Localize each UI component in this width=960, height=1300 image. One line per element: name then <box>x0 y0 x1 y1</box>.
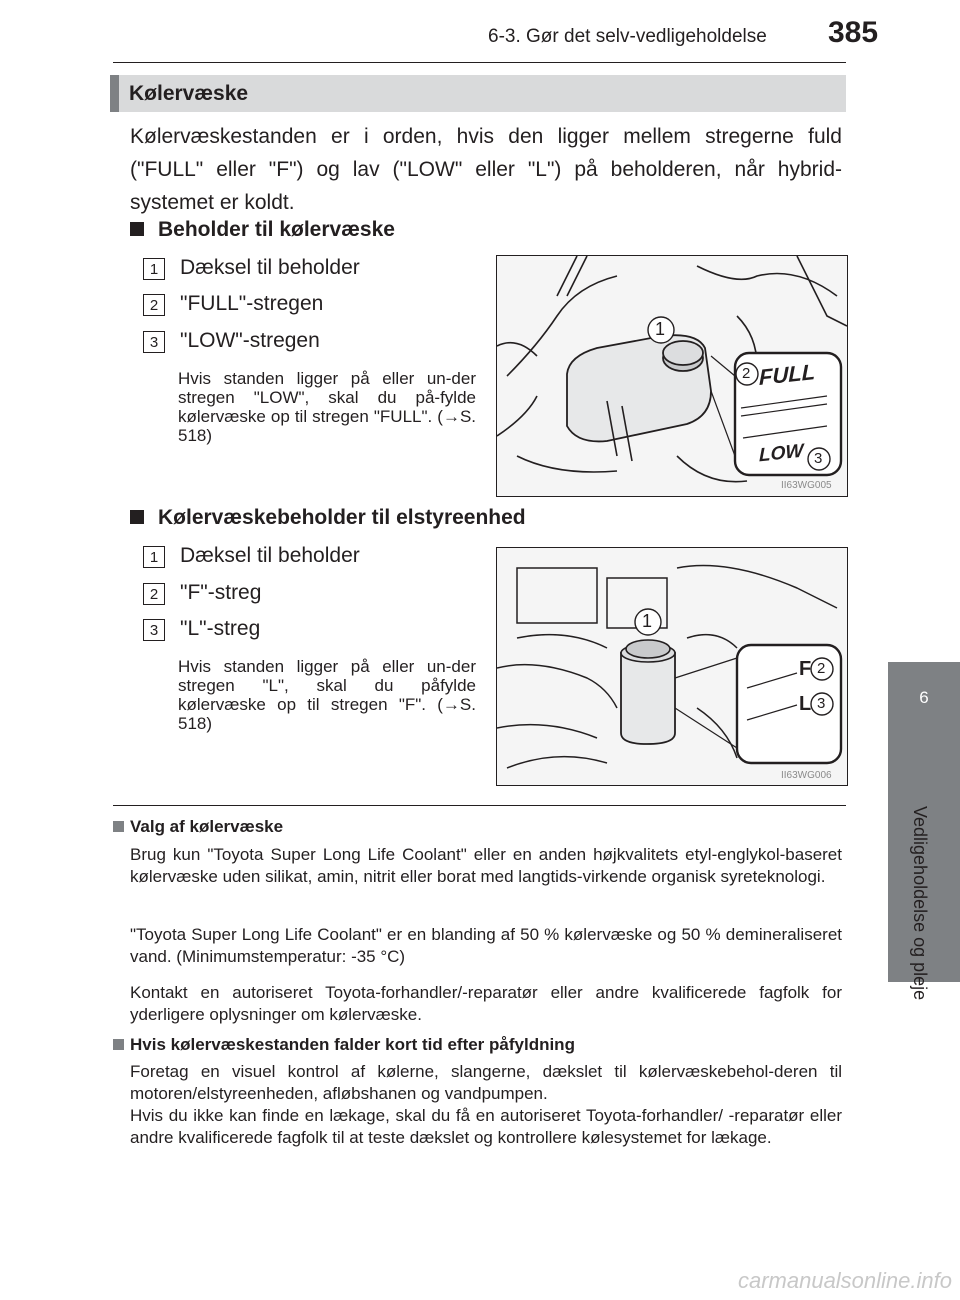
note-paragraph: Kontakt en autoriseret Toyota-forhandler/-reparatør eller andre kvalificerede fagfolk for yderligere oplysninger om kølervæske. <box>130 983 842 1024</box>
note-paragraph: "Toyota Super Long Life Coolant" er en blanding af 50 % kølervæske og 50 % demineraliseret vand. (Minimumstemperatur: -35 °C) <box>130 925 842 966</box>
block1-item: "FULL"-stregen <box>180 292 324 315</box>
page-number: 385 <box>828 16 879 49</box>
coolant-reservoir-figure <box>496 255 848 497</box>
section-title: Kølervæske <box>129 82 249 105</box>
block1-item: "LOW"-stregen <box>180 329 320 352</box>
block2-item: "L"-streg <box>180 617 261 640</box>
block1-note: Hvis standen ligger på eller un-der stregen "LOW", skal du på-fylde kølervæske op til stregen "FULL". (→S. 518) <box>178 369 476 445</box>
figure-code: II63WG005 <box>781 480 832 491</box>
block2-heading-text: Kølervæskebeholder til elstyreenhed <box>158 506 526 529</box>
chapter-title: 6-3. Gør det selv-vedligeholdelse <box>488 26 767 47</box>
figure-label-l: L <box>799 693 812 715</box>
section-accent <box>110 75 119 112</box>
figure-callout-3: 3 <box>814 450 823 467</box>
figure-callout-2: 2 <box>742 365 751 382</box>
callout-number: 2 <box>143 583 165 605</box>
callout-number: 3 <box>143 331 165 353</box>
note-heading-text: Valg af kølervæske <box>130 817 284 836</box>
note-paragraph: Brug kun "Toyota Super Long Life Coolant" eller en anden højkvalitets etyl-englykol-baseret kølervæske uden silikat, amin, nitrit eller borat med langtids-virkende organisk syreteknologi. <box>130 845 842 886</box>
bullet-square-icon <box>130 510 144 524</box>
block2-item: "F"-streg <box>180 581 262 604</box>
figure-label-f: F <box>799 658 812 680</box>
watermark: carmanualsonline.info <box>737 1268 952 1293</box>
figure-callout-1: 1 <box>642 611 653 631</box>
section-heading <box>110 75 846 112</box>
figure-callout-2: 2 <box>817 660 826 677</box>
callout-number: 1 <box>143 258 165 280</box>
bullet-square-icon <box>113 1039 124 1050</box>
block1-heading <box>130 218 395 242</box>
callout-number: 3 <box>143 619 165 641</box>
chapter-tab-label: Vedligeholdelse og pleje <box>910 806 930 1001</box>
block1-item: Dæksel til beholder <box>180 256 360 279</box>
bullet-square-icon <box>113 821 124 832</box>
block1-heading-text: Beholder til kølervæske <box>158 218 395 241</box>
intro-paragraph: Kølervæskestanden er i orden, hvis den ligger mellem stregerne fuld ("FULL" eller "F") og lav ("LOW" eller "L") på beholderen, når hybrid-systemet er koldt. <box>130 125 842 214</box>
figure-callout-3: 3 <box>817 695 826 712</box>
block2-item: Dæksel til beholder <box>180 544 360 567</box>
note-heading-text: Hvis kølervæskestanden falder kort tid efter påfyldning <box>130 1035 575 1054</box>
figure-label-full: FULL <box>759 359 816 390</box>
note-heading-coolant-choice <box>113 817 283 837</box>
bullet-square-icon <box>130 222 144 236</box>
power-control-reservoir-figure <box>496 547 848 786</box>
block2-note: Hvis standen ligger på eller un-der stregen "L", skal du påfylde kølervæske op til stregen "F". (→S. 518) <box>178 657 476 733</box>
block2-heading <box>130 506 526 530</box>
figure-code: II63WG006 <box>781 770 832 781</box>
callout-number: 2 <box>143 294 165 316</box>
notes-divider <box>113 805 846 806</box>
chapter-tab-number: 6 <box>919 688 929 707</box>
note-paragraph: Foretag en visuel kontrol af kølerne, slangerne, dækslet til kølervæskebehol-deren til motoren/elstyreenheden, afløbshanen og vandpumpen. <box>130 1062 842 1103</box>
engine-bay-illustration <box>497 548 847 785</box>
note-paragraph: Hvis du ikke kan finde en lækage, skal du få en autoriseret Toyota-forhandler/ -reparatør eller andre kvalificerede fagfolk til at teste dækslet og kontrollere kølesystemet for lækage. <box>130 1106 842 1147</box>
note-heading-coolant-drop <box>113 1035 575 1055</box>
header-divider <box>113 62 846 63</box>
figure-callout-1: 1 <box>655 319 666 339</box>
callout-number: 1 <box>143 546 165 568</box>
figure-label-low: LOW <box>759 440 804 467</box>
